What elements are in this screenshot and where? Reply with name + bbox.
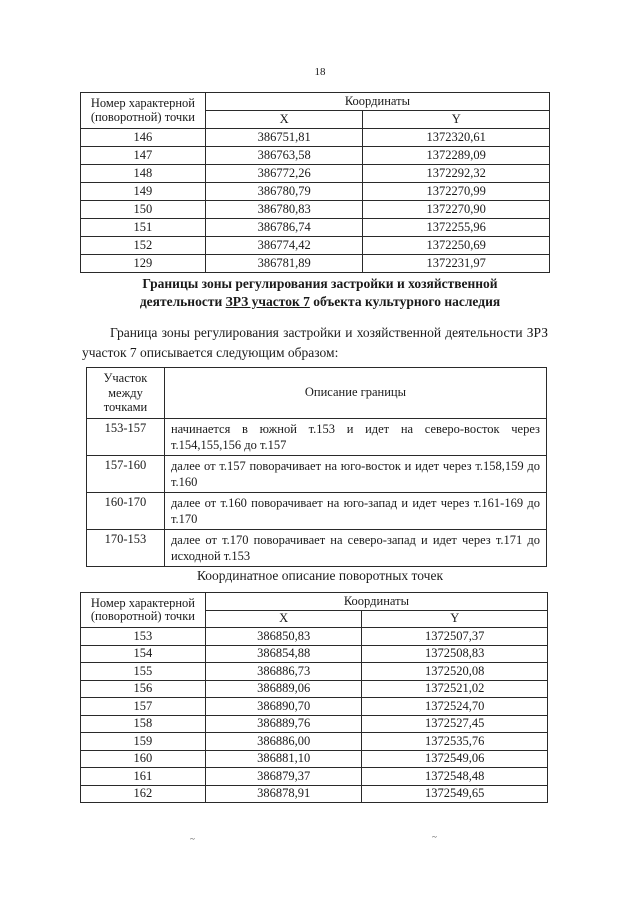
coordinates-caption: Координатное описание поворотных точек [196,568,444,583]
point-cell: 157 [81,698,206,716]
header-coordinates: Координаты [205,593,547,611]
table-row [81,628,548,646]
paragraph-text: Граница зоны регулирования застройки и хозяйственной деятельности ЗРЗ участок 7 описывается следующим образом: [82,325,548,361]
x-cell: 386879,37 [205,768,362,786]
segment-cell: 170-153 [87,530,165,567]
header-segment: Участок между точками [87,368,165,419]
y-cell: 1372524,70 [362,698,548,716]
x-cell: 386854,88 [205,645,362,663]
x-cell: 386774,42 [205,237,363,255]
point-cell: 152 [81,237,206,255]
y-cell: 1372527,45 [362,715,548,733]
y-cell: 1372250,69 [363,237,550,255]
table-row [81,645,548,663]
description-cell: далее от т.157 поворачивает на юго-восток и идет через т.158,159 до т.160 [164,456,546,493]
point-cell: 148 [81,165,206,183]
y-cell: 1372507,37 [362,628,548,646]
point-cell: 149 [81,183,206,201]
table-row [81,663,548,681]
x-cell: 386786,74 [205,219,363,237]
x-cell: 386781,89 [205,255,363,273]
table-row [81,237,550,255]
y-cell: 1372508,83 [362,645,548,663]
table-row [81,129,550,147]
x-cell: 386886,00 [205,733,362,751]
section-heading [0,275,640,310]
table-row [81,219,550,237]
y-cell: 1372292,32 [363,165,550,183]
header-y: Y [363,111,550,129]
x-cell: 386889,06 [205,680,362,698]
heading-suffix: объекта культурного наследия [313,293,501,309]
point-cell: 156 [81,680,206,698]
x-cell: 386772,26 [205,165,363,183]
y-cell: 1372320,61 [363,129,550,147]
point-cell: 151 [81,219,206,237]
y-cell: 1372535,76 [362,733,548,751]
description-cell: начинается в южной т.153 и идет на северо-восток через т.154,155,156 до т.157 [164,419,546,456]
point-cell: 162 [81,785,206,803]
table-row [81,768,548,786]
table-row [81,255,550,273]
table-row [81,147,550,165]
heading-zone-name: ЗРЗ участок 7 [225,293,310,309]
table-row [87,419,547,456]
y-cell: 1372549,65 [362,785,548,803]
x-cell: 386780,83 [205,201,363,219]
x-cell: 386889,76 [205,715,362,733]
x-cell: 386886,73 [205,663,362,681]
scan-mark-left: ~ [190,834,195,844]
segment-cell: 157-160 [87,456,165,493]
scan-mark-right: ~ [432,832,437,842]
point-cell: 153 [81,628,206,646]
x-cell: 386878,91 [205,785,362,803]
y-cell: 1372270,99 [363,183,550,201]
page-number: 18 [314,66,326,78]
y-cell: 1372548,48 [362,768,548,786]
y-cell: 1372520,08 [362,663,548,681]
point-cell: 154 [81,645,206,663]
point-cell: 155 [81,663,206,681]
description-paragraph [82,323,548,364]
y-cell: 1372270,90 [363,201,550,219]
x-cell: 386890,70 [205,698,362,716]
coordinates-table-1 [80,92,550,273]
point-cell: 160 [81,750,206,768]
description-cell: далее от т.170 поворачивает на северо-запад и идет через т.171 до исходной т.153 [164,530,546,567]
table-row [81,165,550,183]
table-row [81,698,548,716]
y-cell: 1372289,09 [363,147,550,165]
table-row [81,733,548,751]
boundary-description-table [86,367,547,567]
heading-prefix: деятельности [139,293,223,309]
point-cell: 150 [81,201,206,219]
y-cell: 1372231,97 [363,255,550,273]
x-cell: 386751,81 [205,129,363,147]
point-cell: 129 [81,255,206,273]
point-cell: 147 [81,147,206,165]
x-cell: 386763,58 [205,147,363,165]
table-row [81,201,550,219]
header-y: Y [362,610,548,628]
x-cell: 386850,83 [205,628,362,646]
table-row [87,493,547,530]
x-cell: 386881,10 [205,750,362,768]
header-point: Номер характерной (поворотной) точки [81,593,206,628]
coordinates-table-2 [80,592,548,803]
header-description: Описание границы [164,368,546,419]
segment-cell: 153-157 [87,419,165,456]
heading-line-1: Границы зоны регулирования застройки и хозяйственной [142,276,498,291]
header-point: Номер характерной (поворотной) точки [81,93,206,129]
table-row [81,750,548,768]
point-cell: 159 [81,733,206,751]
y-cell: 1372549,06 [362,750,548,768]
table-row [81,715,548,733]
y-cell: 1372255,96 [363,219,550,237]
segment-cell: 160-170 [87,493,165,530]
heading-line-2 [0,293,640,311]
header-coordinates: Координаты [205,93,549,111]
x-cell: 386780,79 [205,183,363,201]
table-row [87,456,547,493]
table-row [87,530,547,567]
table-row [81,183,550,201]
point-cell: 146 [81,129,206,147]
description-cell: далее от т.160 поворачивает на юго-запад и идет через т.161-169 до т.170 [164,493,546,530]
header-x: X [205,111,363,129]
point-cell: 158 [81,715,206,733]
point-cell: 161 [81,768,206,786]
header-x: X [205,610,362,628]
table-row [81,680,548,698]
y-cell: 1372521,02 [362,680,548,698]
table-row [81,785,548,803]
